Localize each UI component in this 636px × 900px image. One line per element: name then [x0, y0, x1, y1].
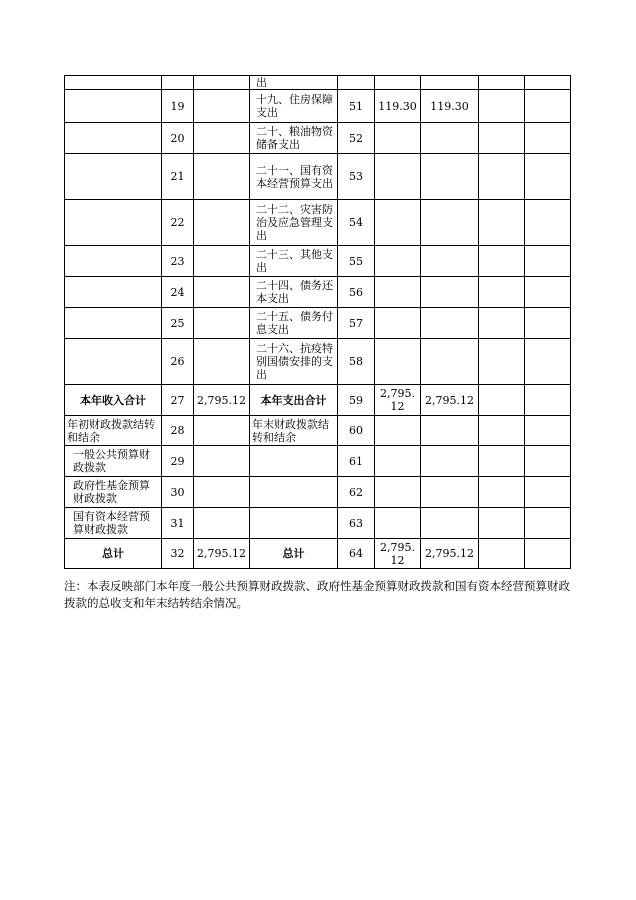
empty-cell — [65, 339, 162, 385]
line-number: 53 — [338, 154, 375, 200]
empty-cell — [479, 246, 525, 277]
amount-total: 2,795.12 — [375, 539, 421, 569]
amount-general-budget: 119.30 — [421, 90, 479, 123]
carryover-label: 国有资本经营预算财政拨款 — [65, 508, 162, 539]
amount-total — [375, 308, 421, 339]
amount-total — [375, 200, 421, 246]
empty-cell — [194, 200, 250, 246]
table-row — [65, 154, 571, 200]
empty-cell — [525, 246, 571, 277]
empty-cell — [525, 477, 571, 508]
empty-cell — [421, 446, 479, 477]
table-note: 注：本表反映部门本年度一般公共预算财政拨款、政府性基金预算财政拨款和国有资本经营预算财政拨款的总收支和年末结转结余情况。 — [64, 579, 570, 610]
line-number: 51 — [338, 90, 375, 123]
expense-grand-total-label: 总计 — [250, 539, 338, 569]
row-number: 22 — [162, 200, 194, 246]
empty-cell — [375, 477, 421, 508]
amount-general-budget — [421, 246, 479, 277]
empty-cell — [194, 76, 250, 90]
row-number: 21 — [162, 154, 194, 200]
empty-cell — [479, 90, 525, 123]
table-row — [65, 477, 571, 508]
empty-cell — [421, 477, 479, 508]
empty-cell — [65, 200, 162, 246]
row-number: 19 — [162, 90, 194, 123]
empty-cell — [525, 446, 571, 477]
line-number: 63 — [338, 508, 375, 539]
table-row — [65, 76, 571, 90]
empty-cell — [162, 76, 194, 90]
line-number: 56 — [338, 277, 375, 308]
amount-general-budget — [421, 154, 479, 200]
amount-total: 119.30 — [375, 90, 421, 123]
empty-cell — [194, 339, 250, 385]
expense-item-name: 二十一、国有资本经营预算支出 — [250, 154, 338, 200]
amount-general-budget: 2,795.12 — [421, 539, 479, 569]
empty-cell — [525, 539, 571, 569]
table-row — [65, 90, 571, 123]
empty-cell — [525, 339, 571, 385]
empty-cell — [479, 339, 525, 385]
line-number: 57 — [338, 308, 375, 339]
empty-cell — [525, 154, 571, 200]
table-row — [65, 385, 571, 416]
amount-total — [375, 339, 421, 385]
row-number: 26 — [162, 339, 194, 385]
amount-general-budget — [421, 277, 479, 308]
carryover-right-label — [250, 508, 338, 539]
empty-cell — [65, 308, 162, 339]
income-total-label: 本年收入合计 — [65, 385, 162, 416]
row-number: 23 — [162, 246, 194, 277]
amount-total — [375, 154, 421, 200]
empty-cell — [479, 200, 525, 246]
expense-item-name: 出 — [250, 76, 338, 90]
empty-cell — [194, 416, 250, 446]
empty-cell — [375, 76, 421, 90]
amount-general-budget — [421, 308, 479, 339]
empty-cell — [525, 508, 571, 539]
empty-cell — [479, 446, 525, 477]
empty-cell — [525, 385, 571, 416]
row-number: 27 — [162, 385, 194, 416]
table-row — [65, 123, 571, 154]
empty-cell — [194, 508, 250, 539]
table-row — [65, 416, 571, 446]
table-row — [65, 246, 571, 277]
empty-cell — [525, 416, 571, 446]
expense-item-name: 二十二、灾害防治及应急管理支出 — [250, 200, 338, 246]
carryover-right-label: 年末财政拨款结转和结余 — [250, 416, 338, 446]
table-row — [65, 308, 571, 339]
line-number: 54 — [338, 200, 375, 246]
table-row — [65, 277, 571, 308]
empty-cell — [479, 477, 525, 508]
empty-cell — [65, 76, 162, 90]
line-number: 55 — [338, 246, 375, 277]
expense-item-name: 二十五、债务付息支出 — [250, 308, 338, 339]
carryover-right-label — [250, 446, 338, 477]
table-row — [65, 339, 571, 385]
empty-cell — [65, 123, 162, 154]
empty-cell — [375, 416, 421, 446]
row-number: 31 — [162, 508, 194, 539]
table-row — [65, 508, 571, 539]
amount-total — [375, 123, 421, 154]
table-row — [65, 200, 571, 246]
amount-general-budget — [421, 200, 479, 246]
empty-cell — [194, 123, 250, 154]
expense-item-name: 二十四、债务还本支出 — [250, 277, 338, 308]
financial-appropriation-table — [64, 75, 571, 569]
empty-cell — [525, 90, 571, 123]
empty-cell — [194, 154, 250, 200]
empty-cell — [65, 277, 162, 308]
empty-cell — [65, 246, 162, 277]
empty-cell — [65, 154, 162, 200]
empty-cell — [479, 416, 525, 446]
line-number: 62 — [338, 477, 375, 508]
line-number: 60 — [338, 416, 375, 446]
row-number: 32 — [162, 539, 194, 569]
empty-cell — [421, 508, 479, 539]
empty-cell — [194, 477, 250, 508]
amount-total — [375, 277, 421, 308]
empty-cell — [479, 385, 525, 416]
carryover-label: 政府性基金预算财政拨款 — [65, 477, 162, 508]
amount-total: 2,795.12 — [375, 385, 421, 416]
expense-item-name: 二十三、其他支出 — [250, 246, 338, 277]
carryover-right-label — [250, 477, 338, 508]
empty-cell — [479, 539, 525, 569]
empty-cell — [525, 200, 571, 246]
grand-total-label: 总计 — [65, 539, 162, 569]
empty-cell — [525, 277, 571, 308]
row-number: 30 — [162, 477, 194, 508]
empty-cell — [479, 308, 525, 339]
row-number: 25 — [162, 308, 194, 339]
expense-item-name: 二十、粮油物资储备支出 — [250, 123, 338, 154]
table-row — [65, 446, 571, 477]
empty-cell — [375, 446, 421, 477]
row-number: 29 — [162, 446, 194, 477]
carryover-label: 年初财政拨款结转和结余 — [65, 416, 162, 446]
amount-general-budget — [421, 123, 479, 154]
empty-cell — [375, 508, 421, 539]
table-row — [65, 539, 571, 569]
empty-cell — [525, 76, 571, 90]
expense-total-label: 本年支出合计 — [250, 385, 338, 416]
line-number: 52 — [338, 123, 375, 154]
empty-cell — [479, 508, 525, 539]
empty-cell — [479, 277, 525, 308]
empty-cell — [194, 446, 250, 477]
carryover-label: 一般公共预算财政拨款 — [65, 446, 162, 477]
empty-cell — [525, 308, 571, 339]
amount-general-budget: 2,795.12 — [421, 385, 479, 416]
income-total-amount: 2,795.12 — [194, 385, 250, 416]
empty-cell — [194, 246, 250, 277]
grand-total-amount: 2,795.12 — [194, 539, 250, 569]
line-number: 64 — [338, 539, 375, 569]
expense-item-name: 二十六、抗疫特别国债安排的支出 — [250, 339, 338, 385]
empty-cell — [421, 76, 479, 90]
empty-cell — [525, 123, 571, 154]
line-number: 61 — [338, 446, 375, 477]
expense-item-name: 十九、住房保障支出 — [250, 90, 338, 123]
empty-cell — [338, 76, 375, 90]
empty-cell — [194, 308, 250, 339]
empty-cell — [421, 416, 479, 446]
empty-cell — [194, 90, 250, 123]
amount-total — [375, 246, 421, 277]
line-number: 58 — [338, 339, 375, 385]
row-number: 20 — [162, 123, 194, 154]
line-number: 59 — [338, 385, 375, 416]
row-number: 28 — [162, 416, 194, 446]
empty-cell — [194, 277, 250, 308]
amount-general-budget — [421, 339, 479, 385]
empty-cell — [479, 76, 525, 90]
row-number: 24 — [162, 277, 194, 308]
empty-cell — [479, 123, 525, 154]
empty-cell — [65, 90, 162, 123]
empty-cell — [479, 154, 525, 200]
